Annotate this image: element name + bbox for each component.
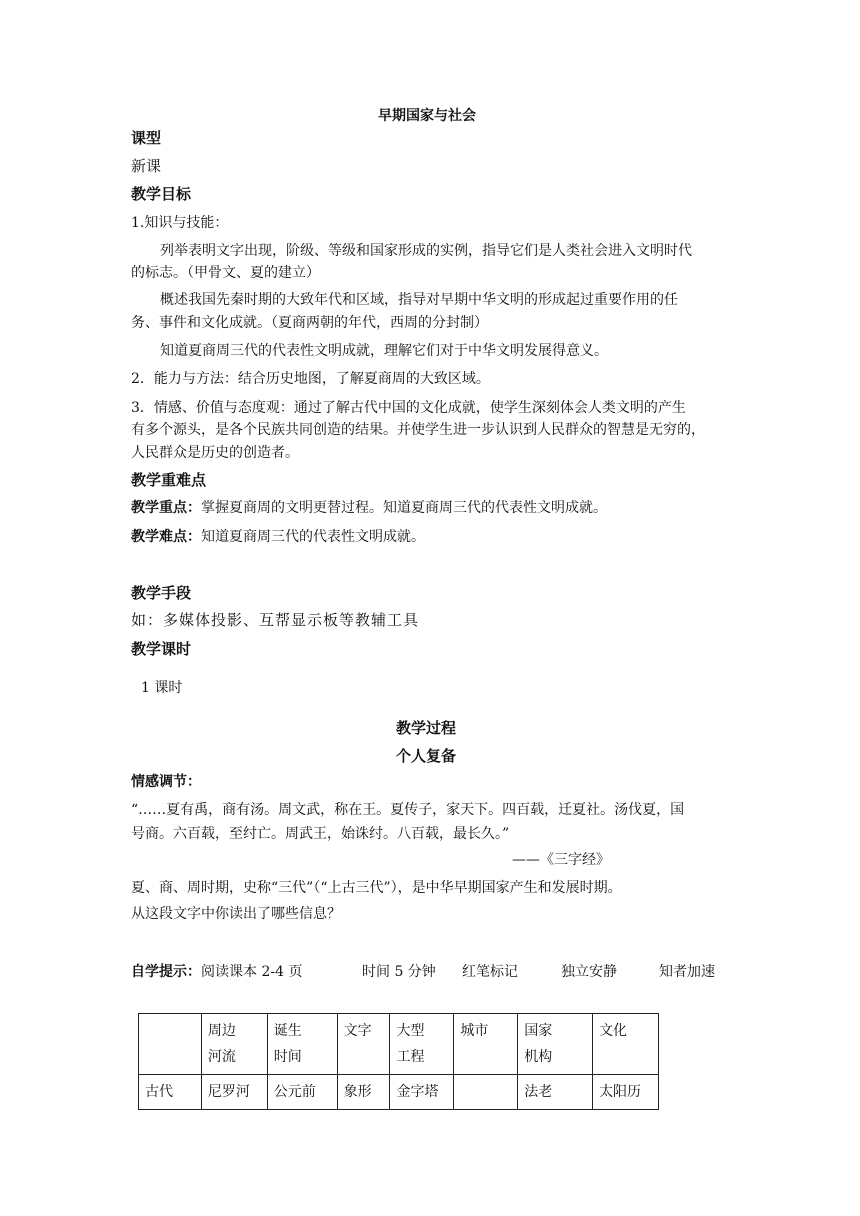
table-cell: 尼罗河	[201, 1075, 267, 1110]
objective-1-para1-line1: 列举表明文字出现，阶级、等级和国家形成的实例，指导它们是人类社会进入文明时代	[160, 243, 692, 259]
difficulty-label: 教学难点：	[131, 529, 201, 545]
table-cell: 金字塔	[390, 1075, 454, 1110]
objective-3-line2: 有多个源头，是各个民族共同创造的结果。并使学生进一步认识到人民群众的智慧是无穷的，	[131, 422, 705, 438]
self-study-bonus: 知者加速	[659, 964, 715, 980]
page-title: 早期国家与社会	[378, 108, 476, 124]
methods-heading: 教学手段	[131, 584, 192, 602]
civilization-table	[138, 1013, 659, 1110]
lesson-type-value: 新课	[131, 157, 162, 175]
objective-1-para2-line1: 概述我国先秦时期的大致年代和区域，指导对早期中华文明的形成起过重要作用的任	[160, 292, 678, 308]
table-header-row	[139, 1014, 659, 1075]
quote-source: ——《三字经》	[512, 852, 610, 868]
three-dynasties-summary: 夏、商、周时期，史称“三代”（“上古三代”），是中华早期国家产生和发展时期。	[131, 880, 622, 896]
quote-line-2: 号商。六百载，至纣亡。周武王，始诛纣。八百载，最长久。”	[131, 826, 510, 842]
table-header-cell	[139, 1014, 202, 1075]
objective-1-para2-line2: 务、事件和文化成就。（夏商两朝的年代，西周的分封制）	[131, 315, 488, 331]
table-row	[139, 1075, 659, 1110]
objective-3-line1: 3．情感、价值与态度观：通过了解古代中国的文化成就，使学生深刻体会人类文明的产生	[131, 400, 686, 416]
table-cell: 法老	[518, 1075, 593, 1110]
table-header-cell: 文字	[337, 1014, 390, 1075]
quote-line-1: “……夏有禹，商有汤。周文武，称在王。夏传子，家天下。四百载，迁夏社。汤伐夏，国	[131, 802, 685, 818]
table-header-cell: 城市	[454, 1014, 518, 1075]
self-study-mark: 红笔标记	[462, 964, 518, 980]
objective-1-para3: 知道夏商周三代的代表性文明成就，理解它们对于中华文明发展得意义。	[160, 343, 608, 359]
objectives-heading: 教学目标	[131, 185, 192, 203]
hours-value: 1 课时	[141, 680, 183, 696]
objective-1-label: 1.知识与技能：	[131, 215, 229, 231]
objective-2: 2．能力与方法：结合历史地图，了解夏商周的大致区域。	[131, 371, 490, 387]
table-header-cell: 周边 河流	[201, 1014, 267, 1075]
hours-heading: 教学课时	[131, 640, 192, 658]
table-cell: 太阳历	[593, 1075, 659, 1110]
lesson-type-heading: 课型	[131, 129, 162, 147]
self-study-read: 阅读课本 2-4 页	[201, 964, 303, 980]
focus-label: 教学重点：	[131, 500, 201, 516]
table-header-cell: 大型 工程	[390, 1014, 454, 1075]
key-points-heading: 教学重难点	[131, 471, 207, 489]
self-study-time: 时间 5 分钟	[362, 964, 436, 980]
focus-text: 掌握夏商周的文明更替过程。知道夏商周三代的代表性文明成就。	[201, 500, 607, 516]
methods-value: 如：多媒体投影、互帮显示板等教辅工具	[131, 611, 420, 629]
table-cell: 公元前	[267, 1075, 337, 1110]
table-header-cell: 国家 机构	[518, 1014, 593, 1075]
table-cell: 古代	[139, 1075, 202, 1110]
self-study-label: 自学提示：	[131, 964, 201, 980]
self-study-quiet: 独立安静	[561, 964, 617, 980]
reading-question: 从这段文字中你读出了哪些信息？	[131, 906, 341, 922]
objective-3-line3: 人民群众是历史的创造者。	[131, 445, 299, 461]
table-header-cell: 文化	[593, 1014, 659, 1075]
emotion-label: 情感调节：	[131, 774, 201, 790]
table-header-cell: 诞生 时间	[267, 1014, 337, 1075]
table-cell: 象形	[337, 1075, 390, 1110]
process-heading: 教学过程	[396, 719, 457, 737]
table-cell	[454, 1075, 518, 1110]
objective-1-para1-line2: 的标志。（甲骨文、夏的建立）	[131, 265, 320, 281]
difficulty-text: 知道夏商周三代的代表性文明成就。	[201, 529, 425, 545]
process-subheading: 个人复备	[396, 747, 457, 765]
